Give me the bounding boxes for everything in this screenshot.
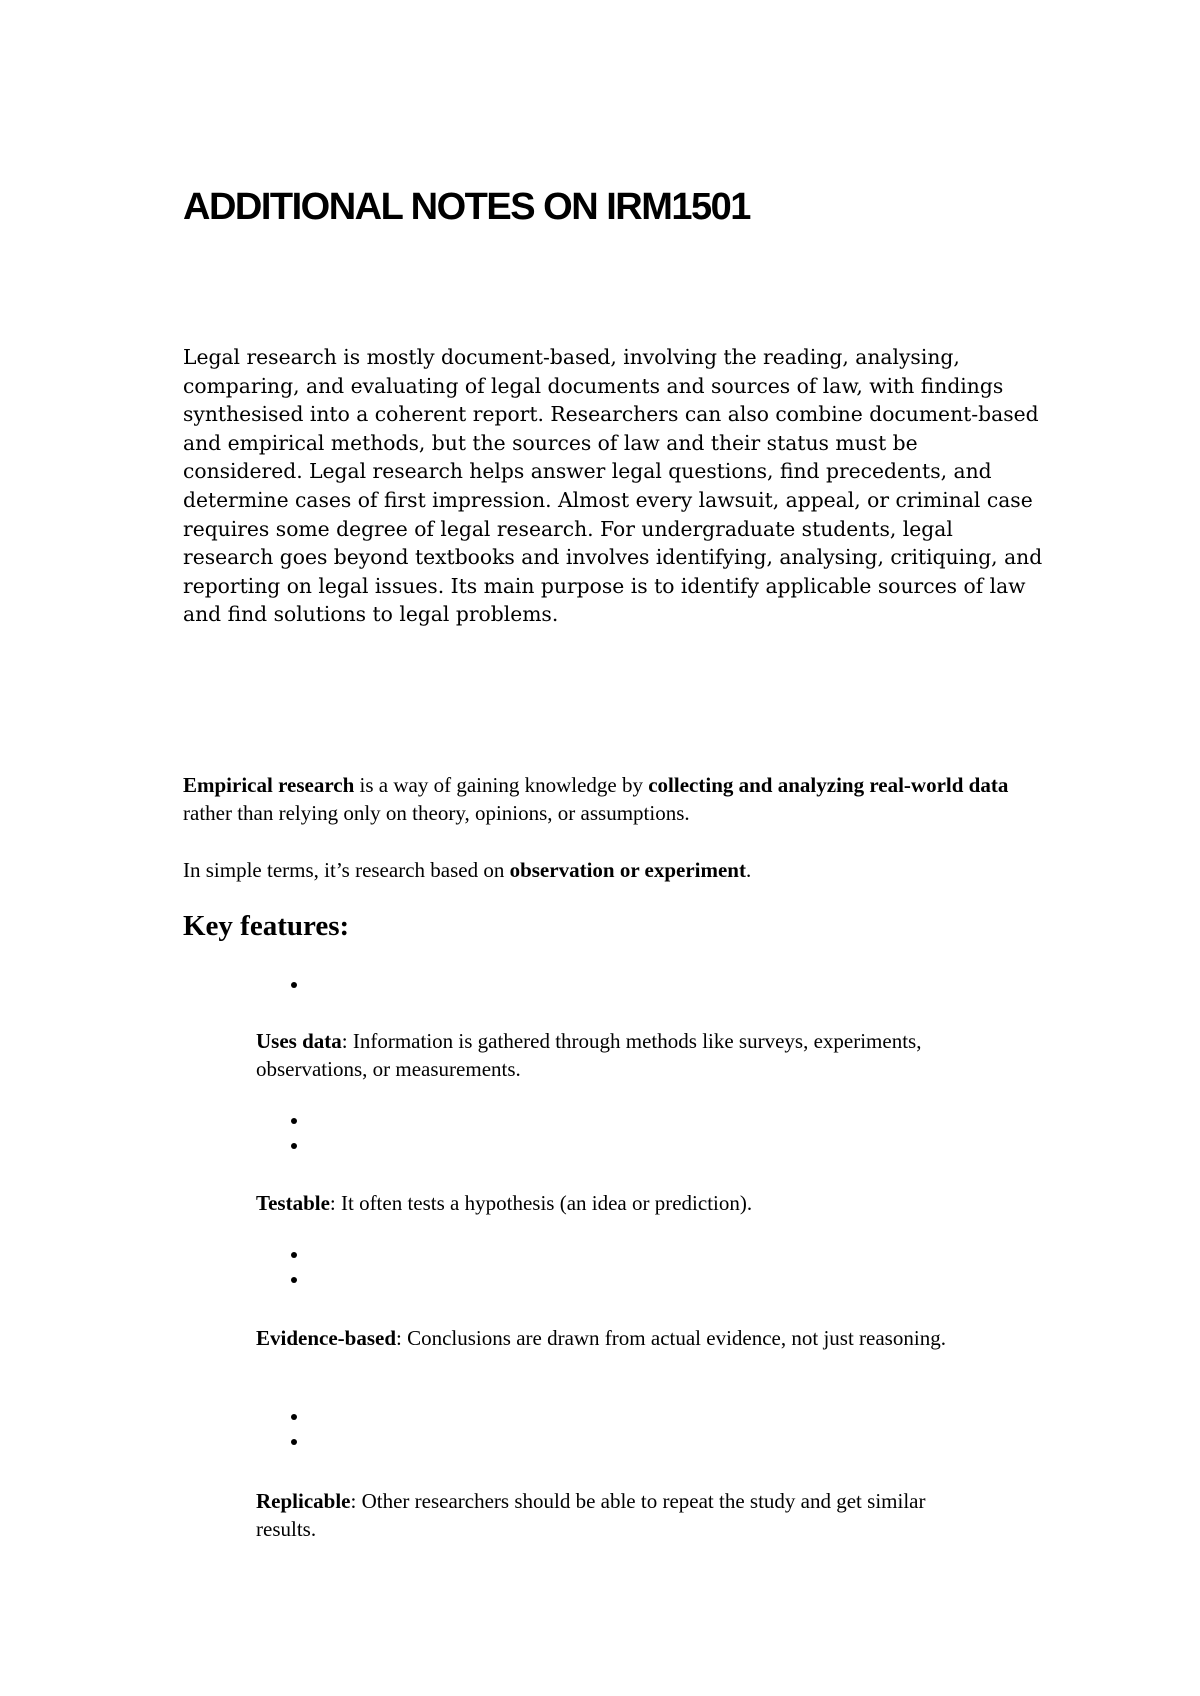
simple-end: .	[745, 858, 752, 882]
document-title: ADDITIONAL NOTES ON IRM1501	[183, 186, 750, 228]
legal-research-paragraph: Legal research is mostly document-based, involving the reading, analysing, comparing, and evaluating of legal documents and sources of law, with findings synthesised into a coherent report. Researchers can also combine document-based and empirical methods, but the sources of law and their status must be considered. Legal research helps answer legal questions, find precedents, and determine cases of first impression. Almost every lawsuit, appeal, or criminal case requires some degree of legal research. For undergraduate students, legal research goes beyond textbooks and involves identifying, analysing, critiquing, and reporting on legal issues. Its main purpose is to identify applicable sources of law and find solutions to legal problems.	[183, 345, 1043, 627]
feature-term: Replicable	[256, 1489, 351, 1513]
feature-term: Testable	[256, 1191, 330, 1215]
key-features-heading: Key features:	[183, 910, 350, 942]
feature-item	[256, 1027, 976, 1083]
empirical-text: is a way of gaining knowledge by	[354, 773, 649, 797]
bullet-icon	[288, 1115, 300, 1127]
empirical-research-paragraph	[183, 771, 1023, 827]
bullet-icon	[288, 979, 300, 991]
feature-desc: : It often tests a hypothesis (an idea or prediction).	[329, 1191, 753, 1215]
feature-item	[256, 1324, 976, 1352]
simple-bold: observation or experiment	[509, 858, 746, 882]
bullet-icon	[288, 1411, 300, 1423]
empirical-term: Empirical research	[183, 773, 355, 797]
bullet-icon	[288, 1436, 300, 1448]
feature-item	[256, 1189, 976, 1217]
bullet-icon	[288, 1249, 300, 1261]
empirical-text-end: rather than relying only on theory, opinions, or assumptions.	[183, 801, 690, 825]
bullet-icon	[288, 1274, 300, 1286]
simple-terms-paragraph	[183, 856, 1023, 884]
feature-desc: : Conclusions are drawn from actual evidence, not just reasoning.	[396, 1326, 946, 1350]
feature-desc: : Other researchers should be able to repeat the study and get similar results.	[256, 1489, 926, 1541]
bullet-icon	[288, 1140, 300, 1152]
feature-desc: : Information is gathered through methods like surveys, experiments, observations, or measurements.	[256, 1029, 922, 1081]
feature-term: Evidence-based	[256, 1326, 397, 1350]
empirical-bold-phrase: collecting and analyzing real-world data	[648, 773, 1009, 797]
feature-term: Uses data	[256, 1029, 342, 1053]
simple-text: In simple terms, it’s research based on	[183, 858, 510, 882]
feature-item	[256, 1487, 976, 1543]
